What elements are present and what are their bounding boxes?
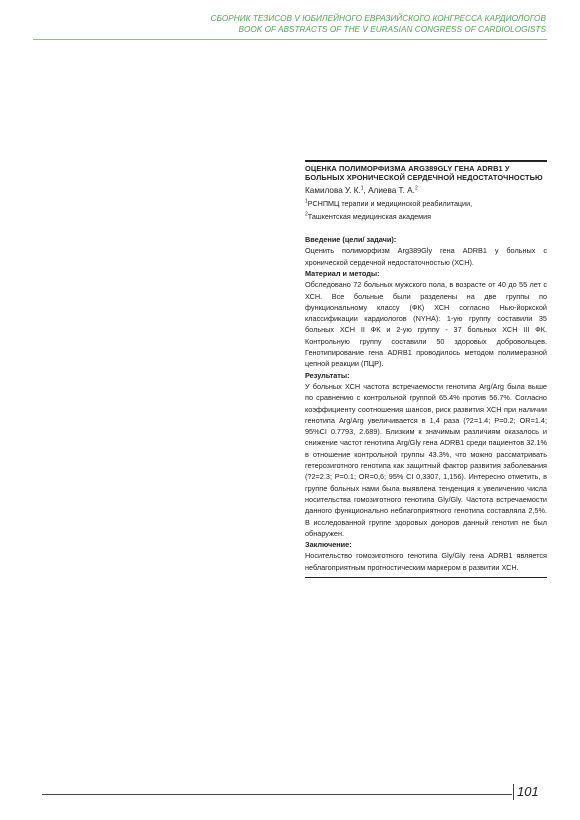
abstract-bottom-rule xyxy=(305,577,547,578)
affiliation-mark: 1 xyxy=(305,198,308,205)
section-text-conclusion: Носительство гомозиготного генотипа Gly/Gly гена ADRB1 является неблагоприятным прогностическим маркером в развитии ХСН. xyxy=(305,551,547,572)
affiliation-text: Ташкентская медицинская академия xyxy=(307,212,432,222)
affiliation xyxy=(305,210,547,223)
section-heading-methods: Материал и методы: xyxy=(305,268,380,278)
section-heading-intro: Введение (цели/ задачи): xyxy=(305,235,397,245)
abstract xyxy=(305,160,547,578)
header-title-ru: СБОРНИК ТЕЗИСОВ V ЮБИЛЕЙНОГО ЕВРАЗИЙСКОГО КОНГРЕССА КАРДИОЛОГОВ xyxy=(210,14,546,23)
section-heading-results: Результаты: xyxy=(305,370,350,380)
author-name: Алиева Т. А. xyxy=(368,186,415,196)
author-name: Камилова У. К. xyxy=(305,186,361,196)
page-number: 101 xyxy=(513,784,539,800)
affiliation-text: РСНПМЦ терапии и медицинской реабилитации, xyxy=(307,199,473,209)
running-header xyxy=(211,14,546,35)
section-heading-conclusion: Заключение: xyxy=(305,540,352,550)
section-text-methods: Обследовано 72 больных мужского пола, в возрасте от 40 до 55 лет с ХСН. Все больные были разделены на две группы по функциональному классу (ФК) ХСН согласно Нью-йоркской классификации кардиологов (NYHA): 1-ую группу составили 35 больных ХСН II ФК и 2-ую группу - 37 больных ХСН III ФК. Контрольную группу составили 50 здоровых добровольцев. Генотипирование гена ADRB1 проводилось методом полимеразной цепной реакции (ПЦР). xyxy=(305,280,547,369)
abstract-top-rule xyxy=(305,160,547,162)
header-rule xyxy=(33,39,547,40)
affiliation xyxy=(305,197,547,210)
section-text-results: У больных ХСН частота встречаемости генотипа Arg/Arg была выше по сравнению с контрольной группой 65.4% против 56.7%. Согласно коэффициенту соотношения шансов, риск развития ХСН при наличии генотипа Arg/Arg увеличивается в 1,4 раза (?2=1.4; P=0.2; OR=1.4; 95%CI 0.7793, 2.689). Близким к значимым различиям оказалось и снижение частот генотипа Arg/Gly гена ADRB1 среди пациентов 32.1% в отношение контрольной группы 43.3%, что можно рассматривать гетерозиготного генотипа как защитный фактор развития заболевания (?2=2.3; P=0.1; OR=0,6; 95% CI 0,3307, 1,156). Интересно отметить, в группе больных нами была выявлена тенденция к увеличению числа носительства гомозиготного генотипа Gly/Gly. Частота встречаемости данного функционально неблагоприятного генотипа составляла 2,5%. В исследованной группе здоровых доноров данный генотип не был обнаружен. xyxy=(305,381,547,538)
abstract-title xyxy=(305,164,547,184)
section-text-intro: Оценить полиморфизм Arg389Gly гена ADRB1 у больных с хронической сердечной недостаточностью (ХСН). xyxy=(305,246,547,267)
header-title-en: BOOK OF ABSTRACTS OF THE V EURASIAN CONGRESS OF CARDIOLOGISTS xyxy=(238,24,546,34)
author-affil-mark: 1 xyxy=(360,185,364,192)
footer-rule xyxy=(42,794,512,795)
author-affil-mark: 2 xyxy=(414,185,418,192)
abstract-title-line-2: БОЛЬНЫХ ХРОНИЧЕСКОЙ СЕРДЕЧНОЙ НЕДОСТАТОЧНОСТЬЮ xyxy=(305,173,543,183)
author-list xyxy=(305,185,547,197)
author-separator: , xyxy=(363,186,369,196)
abstract-title-line-1: ОЦЕНКА ПОЛИМОРФИЗМА ARG389GLY ГЕНА ADRB1 У xyxy=(305,163,510,173)
affiliation-mark: 2 xyxy=(305,211,308,218)
